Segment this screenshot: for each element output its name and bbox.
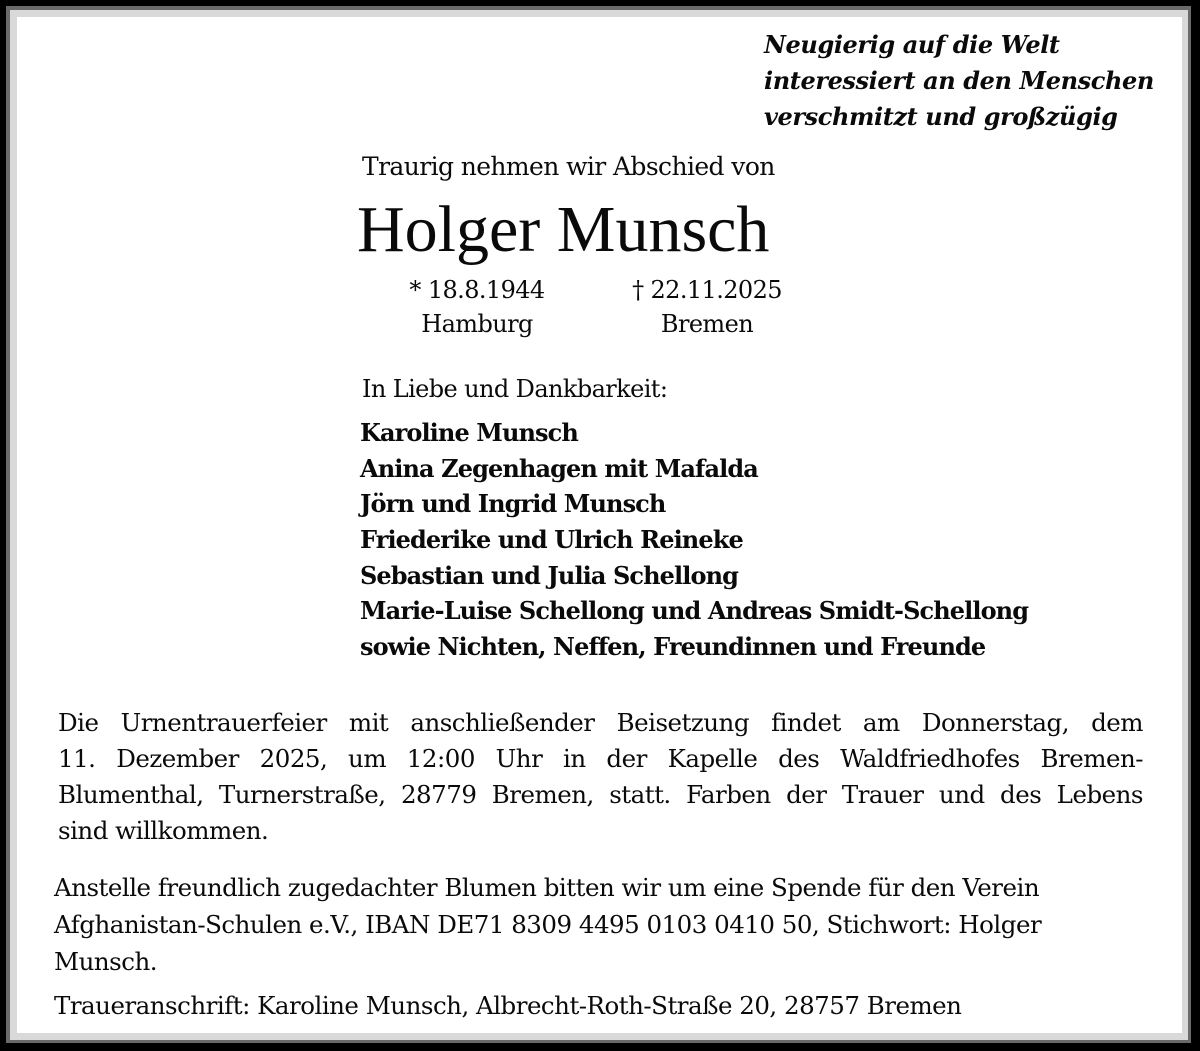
motto-line: Neugierig auf die Welt [764,30,1060,59]
paragraph-line: sind willkommen. [58,816,269,845]
paragraph-line: Die Urnentrauerfeier mit anschließender Beisetzung findet am Donnerstag, dem [58,708,1143,737]
paragraph-line: 11. Dezember 2025, um 12:00 Uhr in der Kapelle des Waldfriedhofes Bremen- [58,744,1143,773]
intro-text: Traurig nehmen wir Abschied von [362,152,775,181]
address-line: Traueranschrift: Karoline Munsch, Albrecht-Roth-Straße 20, 28757 Bremen [54,991,962,1020]
deceased-name: Holger Munsch [357,193,770,266]
ceremony-paragraph [58,705,1143,849]
paragraph-line: Munsch. [54,947,158,976]
paragraph-line: Anstelle freundlich zugedachter Blumen bitten wir um eine Spende für den Verein [54,873,1040,902]
death-date: † 22.11.2025 [632,276,782,304]
donation-paragraph [54,869,1154,980]
mourner: Sebastian und Julia Schellong [360,560,739,590]
birth-date: * 18.8.1944 [409,276,545,304]
mourning-address [54,987,1154,1024]
death-info [615,273,799,341]
mourners-list [360,415,1028,665]
mourner: Karoline Munsch [360,418,578,447]
death-place: Bremen [660,310,754,338]
motto [764,27,1154,135]
obituary-notice [17,17,1182,1033]
mourner: Friederike und Ulrich Reineke [360,525,743,555]
mourner: Jörn und Ingrid Munsch [360,489,666,519]
mourner: Marie-Luise Schellong und Andreas Smidt-Schellong [360,596,1029,626]
motto-line: verschmitzt und großzügig [764,102,1118,131]
paragraph-line: Blumenthal, Turnerstraße, 28779 Bremen, statt. Farben der Trauer und des Lebens [58,780,1143,809]
motto-line: interessiert an den Menschen [764,66,1154,95]
mourner: Anina Zegenhagen mit Mafalda [360,453,758,483]
thanks-heading: In Liebe und Dankbarkeit: [362,375,668,403]
life-dates [390,273,820,343]
birth-place: Hamburg [421,310,533,338]
birth-info [390,273,564,341]
mourner: sowie Nichten, Neffen, Freundinnen und Freunde [360,632,986,662]
paragraph-line: Afghanistan-Schulen e.V., IBAN DE71 8309 4495 0103 0410 50, Stichwort: Holger [54,910,1042,939]
